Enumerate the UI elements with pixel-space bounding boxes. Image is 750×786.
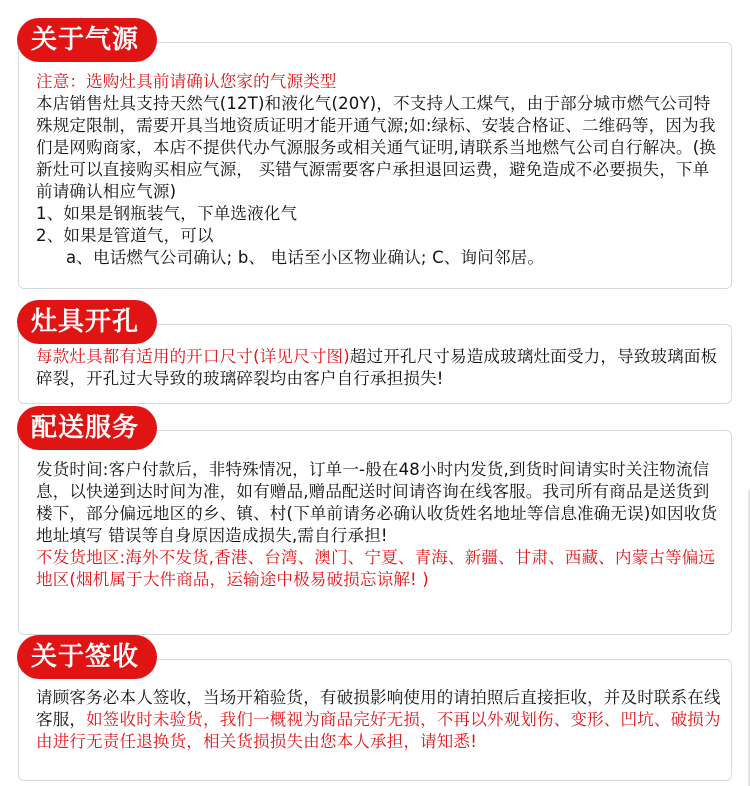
- gas-item-2-sub: a、电话燃气公司确认; b、 电话至小区物业确认; C、询问邻居。: [66, 248, 545, 267]
- gas-section: [0, 0, 750, 300]
- cutout-size-note: 每款灶具都有适用的开口尺寸(详见尺寸图): [36, 347, 350, 366]
- signing-text: [36, 687, 726, 753]
- gas-text: [36, 71, 726, 269]
- delivery-text: [36, 459, 726, 591]
- cutout-body: 超过开孔尺寸易造成玻璃灶面受力，导致玻璃面板碎裂，开孔过大导致的玻璃碎裂均由客户自行承担损失!: [36, 347, 718, 388]
- cutout-paragraph: [36, 346, 726, 390]
- delivery-body: 发货时间:客户付款后，非特殊情况，订单一-般在48小时内发货,到货时间请实时关注物流信息，以快递到达时间为准，如有赠品,赠品配送时间请咨询在线客服。我司所有商品是送货到楼下，部分偏远地区的乡、镇、村(下单前请务必确认收货姓名地址等信息准确无误)如因收货地址填写 错误等自身原因造成损失,需自行承担!: [36, 460, 718, 545]
- gas-item-1: 1、如果是钢瓶装气，下单选液化气: [36, 204, 298, 223]
- cutout-section-title: 灶具开孔: [17, 300, 157, 344]
- gas-notice: 注意：选购灶具前请确认您家的气源类型: [36, 72, 337, 91]
- gas-body: 本店销售灶具支持天然气(12T)和液化气(20Y)，不支持人工煤气，由于部分城市燃气公司特殊规定限制，需要开具当地资质证明才能开通气源;如:绿标、安装合格证、二维码等，因为我们是网购商家，本店不提供代办气源服务或相关通气证明,请联系当地燃气公司自行解决。(换新灶可以直接购买相应气源， 买错气源需要客户承担退回运费，避免造成不必要损失，下单前请确认相应气源): [36, 94, 717, 201]
- cutout-text: [36, 346, 726, 390]
- signing-paragraph: [36, 687, 726, 753]
- signing-body: 请顾客务必本人签收，当场开箱验货，有破损影响使用的请拍照后直接拒收，并及时联系在线客服，: [36, 688, 721, 729]
- cutout-section: [0, 300, 750, 405]
- gas-section-title: 关于气源: [17, 18, 157, 62]
- delivery-section-title: 配送服务: [17, 406, 157, 450]
- signing-section: [0, 635, 750, 786]
- delivery-excluded-regions: 不发货地区:海外不发货,香港、台湾、澳门、宁夏、青海、新疆、甘肃、西藏、内蒙古等偏远地区(烟机属于大件商品，运输途中极易破损忘谅解! ): [36, 548, 716, 589]
- gas-item-2: 2、如果是管道气，可以: [36, 226, 214, 245]
- signing-section-title: 关于签收: [17, 635, 157, 679]
- signing-warning: 如签收时未验货，我们一概视为商品完好无损，不再以外观划伤、变形、凹坑、破损为由进行无责任退换货，相关货损损失由您本人承担，请知悉!: [36, 710, 721, 751]
- delivery-section: [0, 406, 750, 626]
